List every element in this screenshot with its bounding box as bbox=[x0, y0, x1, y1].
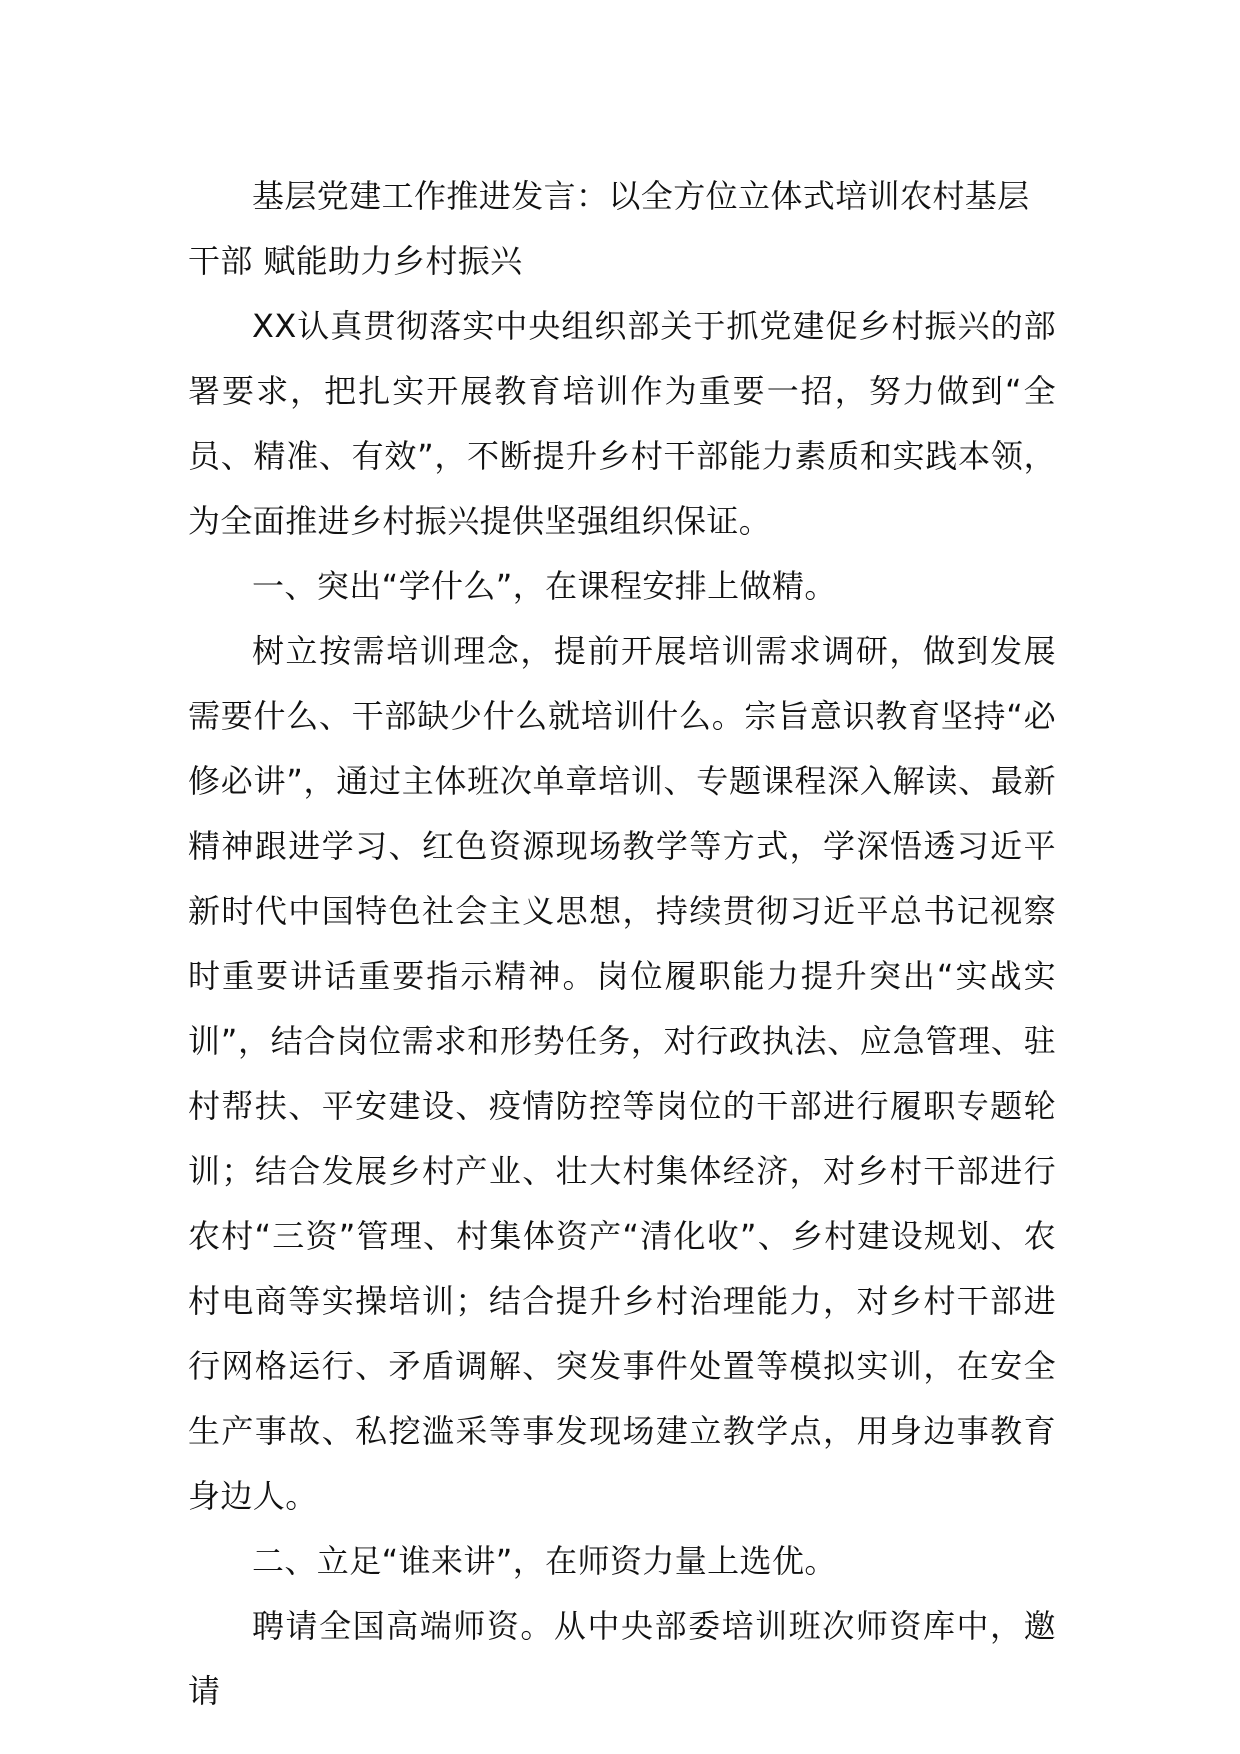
section-heading-2: 二、立足“谁来讲”，在师资力量上选优。 bbox=[252, 1542, 837, 1580]
document-title: 基层党建工作推进发言：以全方位立体式培训农村基层干部 赋能助力乡村振兴 bbox=[188, 177, 1030, 280]
paragraph-section-1: 树立按需培训理念，提前开展培训需求调研，做到发展需要什么、干部缺少什么就培训什么。宗旨意识教育坚持“必修必讲”，通过主体班次单章培训、专题课程深入解读、最新精神跟进学习、红色资源现场教学等方式，学深悟透习近平新时代中国特色社会主义思想，持续贯彻习近平总书记视察时重要讲话重要指示精神。岗位履职能力提升突出“实战实训”，结合岗位需求和形势任务，对行政执法、应急管理、驻村帮扶、平安建设、疫情防控等岗位的干部进行履职专题轮训；结合发展乡村产业、壮大村集体经济，对乡村干部进行农村“三资”管理、村集体资产“清化收”、乡村建设规划、农村电商等实操培训；结合提升乡村治理能力，对乡村干部进行网格运行、矛盾调解、突发事件处置等模拟实训，在安全生产事故、私挖滥采等事发现场建立教学点，用身边事教育身边人。 bbox=[188, 632, 1056, 1515]
paragraph-section-2: 聘请全国高端师资。从中央部委培训班次师资库中，邀请 bbox=[188, 1607, 1056, 1710]
paragraph-intro: XX认真贯彻落实中央组织部关于抓党建促乡村振兴的部署要求，把扎实开展教育培训作为重要一招，努力做到“全员、精准、有效”，不断提升乡村干部能力素质和实践本领，为全面推进乡村振兴提供坚强组织保证。 bbox=[188, 307, 1056, 540]
section-heading-1: 一、突出“学什么”，在课程安排上做精。 bbox=[252, 567, 837, 605]
document-page bbox=[188, 164, 1056, 1724]
